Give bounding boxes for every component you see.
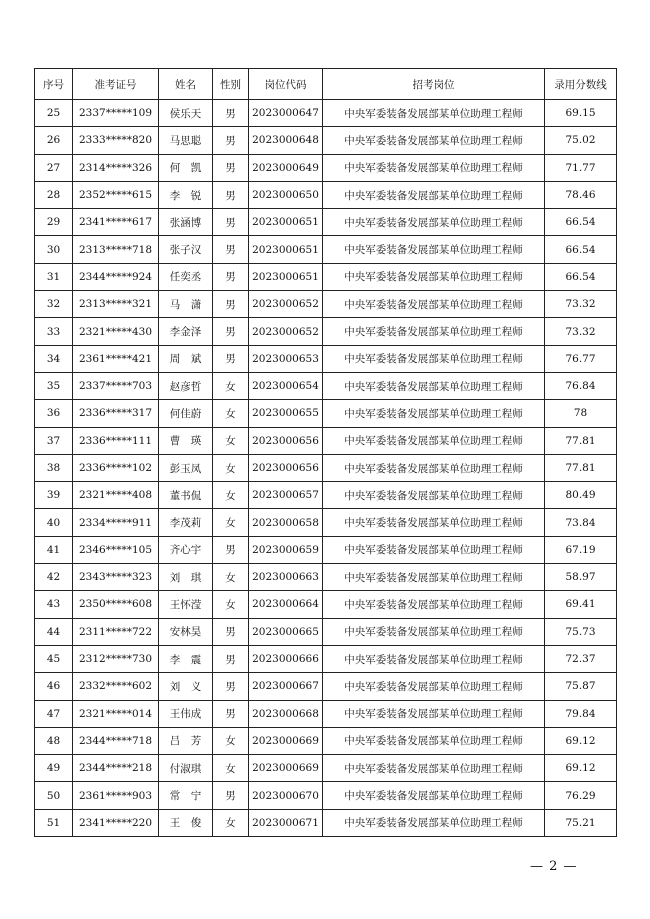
cell-post: 中央军委装备发展部某单位助理工程师	[323, 318, 545, 345]
cell-gender: 女	[213, 482, 249, 509]
cell-seq: 32	[35, 291, 73, 318]
cell-seq: 29	[35, 209, 73, 236]
cell-post-code: 2023000671	[249, 809, 323, 836]
cell-exam-number: 2344*****924	[73, 263, 159, 290]
header-gender: 性别	[213, 69, 249, 100]
cell-post-code: 2023000656	[249, 427, 323, 454]
cell-post: 中央军委装备发展部某单位助理工程师	[323, 564, 545, 591]
results-table-container	[34, 68, 616, 837]
cell-seq: 28	[35, 181, 73, 208]
table-row	[35, 673, 617, 700]
cell-seq: 34	[35, 345, 73, 372]
cell-gender: 男	[213, 618, 249, 645]
page-number: — 2 —	[530, 859, 578, 874]
results-table	[34, 68, 617, 837]
cell-post: 中央军委装备发展部某单位助理工程师	[323, 536, 545, 563]
cell-name: 李金泽	[159, 318, 213, 345]
cell-exam-number: 2361*****421	[73, 345, 159, 372]
cell-post-code: 2023000670	[249, 782, 323, 809]
cell-score: 75.02	[545, 127, 617, 154]
header-exam-number: 准考证号	[73, 69, 159, 100]
cell-post: 中央军委装备发展部某单位助理工程师	[323, 700, 545, 727]
table-row	[35, 645, 617, 672]
table-row	[35, 263, 617, 290]
cell-post-code: 2023000657	[249, 482, 323, 509]
cell-score: 67.19	[545, 536, 617, 563]
cell-score: 79.84	[545, 700, 617, 727]
header-seq: 序号	[35, 69, 73, 100]
cell-score: 77.81	[545, 427, 617, 454]
cell-gender: 男	[213, 127, 249, 154]
cell-name: 何佳蔚	[159, 400, 213, 427]
cell-exam-number: 2333*****820	[73, 127, 159, 154]
cell-score: 69.12	[545, 727, 617, 754]
cell-post: 中央军委装备发展部某单位助理工程师	[323, 809, 545, 836]
cell-score: 78	[545, 400, 617, 427]
cell-name: 曹 瑛	[159, 427, 213, 454]
cell-name: 周 斌	[159, 345, 213, 372]
cell-score: 72.37	[545, 645, 617, 672]
cell-seq: 36	[35, 400, 73, 427]
header-post-code: 岗位代码	[249, 69, 323, 100]
cell-seq: 51	[35, 809, 73, 836]
header-name: 姓名	[159, 69, 213, 100]
cell-exam-number: 2313*****321	[73, 291, 159, 318]
cell-post-code: 2023000665	[249, 618, 323, 645]
cell-post-code: 2023000666	[249, 645, 323, 672]
table-row	[35, 154, 617, 181]
cell-score: 73.84	[545, 509, 617, 536]
cell-name: 董书侃	[159, 482, 213, 509]
table-body	[35, 100, 617, 837]
cell-post: 中央军委装备发展部某单位助理工程师	[323, 454, 545, 481]
table-header-row	[35, 69, 617, 100]
cell-post-code: 2023000667	[249, 673, 323, 700]
cell-seq: 43	[35, 591, 73, 618]
cell-post-code: 2023000651	[249, 263, 323, 290]
cell-exam-number: 2313*****718	[73, 236, 159, 263]
cell-exam-number: 2336*****111	[73, 427, 159, 454]
cell-exam-number: 2314*****326	[73, 154, 159, 181]
cell-name: 王 俊	[159, 809, 213, 836]
cell-score: 75.87	[545, 673, 617, 700]
cell-post: 中央军委装备发展部某单位助理工程师	[323, 291, 545, 318]
cell-score: 76.77	[545, 345, 617, 372]
table-row	[35, 345, 617, 372]
cell-post-code: 2023000651	[249, 236, 323, 263]
cell-seq: 37	[35, 427, 73, 454]
cell-name: 张子汉	[159, 236, 213, 263]
cell-gender: 男	[213, 700, 249, 727]
table-row	[35, 755, 617, 782]
cell-gender: 男	[213, 291, 249, 318]
table-row	[35, 318, 617, 345]
cell-post-code: 2023000650	[249, 181, 323, 208]
cell-name: 王伟成	[159, 700, 213, 727]
cell-exam-number: 2341*****220	[73, 809, 159, 836]
cell-seq: 48	[35, 727, 73, 754]
cell-score: 75.73	[545, 618, 617, 645]
cell-name: 王怀滢	[159, 591, 213, 618]
cell-seq: 46	[35, 673, 73, 700]
cell-post: 中央军委装备发展部某单位助理工程师	[323, 673, 545, 700]
table-row	[35, 427, 617, 454]
table-row	[35, 181, 617, 208]
cell-seq: 26	[35, 127, 73, 154]
cell-seq: 50	[35, 782, 73, 809]
cell-seq: 45	[35, 645, 73, 672]
cell-gender: 女	[213, 809, 249, 836]
cell-exam-number: 2344*****218	[73, 755, 159, 782]
cell-score: 69.15	[545, 100, 617, 127]
cell-gender: 女	[213, 454, 249, 481]
cell-exam-number: 2321*****014	[73, 700, 159, 727]
cell-post: 中央军委装备发展部某单位助理工程师	[323, 782, 545, 809]
cell-score: 69.41	[545, 591, 617, 618]
cell-exam-number: 2343*****323	[73, 564, 159, 591]
cell-exam-number: 2321*****430	[73, 318, 159, 345]
cell-gender: 女	[213, 755, 249, 782]
cell-name: 何 凯	[159, 154, 213, 181]
cell-seq: 41	[35, 536, 73, 563]
cell-name: 张涵博	[159, 209, 213, 236]
cell-gender: 男	[213, 100, 249, 127]
cell-seq: 35	[35, 372, 73, 399]
cell-gender: 女	[213, 427, 249, 454]
cell-exam-number: 2337*****109	[73, 100, 159, 127]
table-row	[35, 100, 617, 127]
cell-post: 中央军委装备发展部某单位助理工程师	[323, 100, 545, 127]
cell-post-code: 2023000652	[249, 318, 323, 345]
cell-gender: 女	[213, 372, 249, 399]
cell-name: 齐心宇	[159, 536, 213, 563]
header-score: 录用分数线	[545, 69, 617, 100]
cell-seq: 33	[35, 318, 73, 345]
cell-exam-number: 2336*****317	[73, 400, 159, 427]
cell-seq: 38	[35, 454, 73, 481]
cell-gender: 女	[213, 564, 249, 591]
cell-gender: 男	[213, 318, 249, 345]
cell-exam-number: 2311*****722	[73, 618, 159, 645]
cell-name: 刘 琪	[159, 564, 213, 591]
cell-post: 中央军委装备发展部某单位助理工程师	[323, 727, 545, 754]
cell-gender: 女	[213, 400, 249, 427]
header-post: 招考岗位	[323, 69, 545, 100]
cell-name: 马思聪	[159, 127, 213, 154]
cell-post-code: 2023000664	[249, 591, 323, 618]
cell-post: 中央军委装备发展部某单位助理工程师	[323, 209, 545, 236]
cell-gender: 女	[213, 591, 249, 618]
cell-gender: 男	[213, 181, 249, 208]
cell-score: 58.97	[545, 564, 617, 591]
cell-exam-number: 2361*****903	[73, 782, 159, 809]
table-row	[35, 482, 617, 509]
table-row	[35, 291, 617, 318]
cell-name: 彭玉凤	[159, 454, 213, 481]
cell-post-code: 2023000655	[249, 400, 323, 427]
cell-post-code: 2023000663	[249, 564, 323, 591]
table-row	[35, 564, 617, 591]
cell-name: 安林昊	[159, 618, 213, 645]
cell-post-code: 2023000658	[249, 509, 323, 536]
cell-score: 77.81	[545, 454, 617, 481]
table-row	[35, 400, 617, 427]
cell-name: 侯乐天	[159, 100, 213, 127]
cell-score: 66.54	[545, 263, 617, 290]
cell-exam-number: 2350*****608	[73, 591, 159, 618]
cell-exam-number: 2341*****617	[73, 209, 159, 236]
cell-score: 75.21	[545, 809, 617, 836]
cell-post: 中央军委装备发展部某单位助理工程师	[323, 591, 545, 618]
table-row	[35, 782, 617, 809]
cell-name: 吕 芳	[159, 727, 213, 754]
cell-gender: 女	[213, 509, 249, 536]
cell-score: 73.32	[545, 291, 617, 318]
cell-score: 66.54	[545, 209, 617, 236]
cell-post-code: 2023000652	[249, 291, 323, 318]
cell-post-code: 2023000651	[249, 209, 323, 236]
cell-name: 常 宁	[159, 782, 213, 809]
cell-gender: 男	[213, 345, 249, 372]
cell-post: 中央军委装备发展部某单位助理工程师	[323, 181, 545, 208]
cell-seq: 40	[35, 509, 73, 536]
cell-name: 李茂莉	[159, 509, 213, 536]
cell-post: 中央军委装备发展部某单位助理工程师	[323, 755, 545, 782]
cell-seq: 27	[35, 154, 73, 181]
cell-score: 78.46	[545, 181, 617, 208]
cell-exam-number: 2321*****408	[73, 482, 159, 509]
table-row	[35, 127, 617, 154]
cell-exam-number: 2336*****102	[73, 454, 159, 481]
cell-post: 中央军委装备发展部某单位助理工程师	[323, 618, 545, 645]
cell-post: 中央军委装备发展部某单位助理工程师	[323, 509, 545, 536]
table-row	[35, 809, 617, 836]
cell-post-code: 2023000659	[249, 536, 323, 563]
cell-score: 80.49	[545, 482, 617, 509]
table-row	[35, 700, 617, 727]
cell-gender: 男	[213, 236, 249, 263]
cell-exam-number: 2344*****718	[73, 727, 159, 754]
cell-post: 中央军委装备发展部某单位助理工程师	[323, 427, 545, 454]
cell-seq: 30	[35, 236, 73, 263]
cell-name: 李 锐	[159, 181, 213, 208]
cell-gender: 男	[213, 645, 249, 672]
cell-seq: 39	[35, 482, 73, 509]
cell-name: 李 震	[159, 645, 213, 672]
table-row	[35, 454, 617, 481]
cell-post-code: 2023000654	[249, 372, 323, 399]
cell-post-code: 2023000669	[249, 727, 323, 754]
cell-post: 中央军委装备发展部某单位助理工程师	[323, 154, 545, 181]
cell-exam-number: 2312*****730	[73, 645, 159, 672]
cell-score: 71.77	[545, 154, 617, 181]
cell-post-code: 2023000668	[249, 700, 323, 727]
table-row	[35, 209, 617, 236]
cell-exam-number: 2334*****911	[73, 509, 159, 536]
cell-gender: 女	[213, 727, 249, 754]
table-row	[35, 236, 617, 263]
cell-post: 中央军委装备发展部某单位助理工程师	[323, 645, 545, 672]
cell-gender: 男	[213, 154, 249, 181]
cell-seq: 47	[35, 700, 73, 727]
cell-post-code: 2023000669	[249, 755, 323, 782]
cell-seq: 31	[35, 263, 73, 290]
cell-name: 刘 义	[159, 673, 213, 700]
cell-exam-number: 2346*****105	[73, 536, 159, 563]
cell-name: 付淑琪	[159, 755, 213, 782]
cell-gender: 男	[213, 263, 249, 290]
cell-post-code: 2023000649	[249, 154, 323, 181]
cell-gender: 男	[213, 209, 249, 236]
table-row	[35, 536, 617, 563]
cell-post: 中央军委装备发展部某单位助理工程师	[323, 482, 545, 509]
cell-post: 中央军委装备发展部某单位助理工程师	[323, 372, 545, 399]
cell-gender: 男	[213, 782, 249, 809]
table-row	[35, 509, 617, 536]
cell-post-code: 2023000653	[249, 345, 323, 372]
cell-gender: 男	[213, 673, 249, 700]
cell-exam-number: 2332*****602	[73, 673, 159, 700]
cell-post-code: 2023000647	[249, 100, 323, 127]
cell-name: 赵彦哲	[159, 372, 213, 399]
cell-post: 中央军委装备发展部某单位助理工程师	[323, 400, 545, 427]
cell-seq: 42	[35, 564, 73, 591]
cell-name: 任奕丞	[159, 263, 213, 290]
cell-post: 中央军委装备发展部某单位助理工程师	[323, 127, 545, 154]
cell-score: 76.29	[545, 782, 617, 809]
cell-score: 76.84	[545, 372, 617, 399]
cell-seq: 25	[35, 100, 73, 127]
table-row	[35, 372, 617, 399]
cell-seq: 49	[35, 755, 73, 782]
cell-post: 中央军委装备发展部某单位助理工程师	[323, 345, 545, 372]
table-row	[35, 618, 617, 645]
cell-exam-number: 2352*****615	[73, 181, 159, 208]
table-row	[35, 591, 617, 618]
cell-post: 中央军委装备发展部某单位助理工程师	[323, 236, 545, 263]
cell-post-code: 2023000656	[249, 454, 323, 481]
cell-score: 73.32	[545, 318, 617, 345]
cell-score: 69.12	[545, 755, 617, 782]
cell-seq: 44	[35, 618, 73, 645]
cell-post: 中央军委装备发展部某单位助理工程师	[323, 263, 545, 290]
cell-exam-number: 2337*****703	[73, 372, 159, 399]
cell-gender: 男	[213, 536, 249, 563]
cell-post-code: 2023000648	[249, 127, 323, 154]
cell-score: 66.54	[545, 236, 617, 263]
cell-name: 马 潇	[159, 291, 213, 318]
table-row	[35, 727, 617, 754]
